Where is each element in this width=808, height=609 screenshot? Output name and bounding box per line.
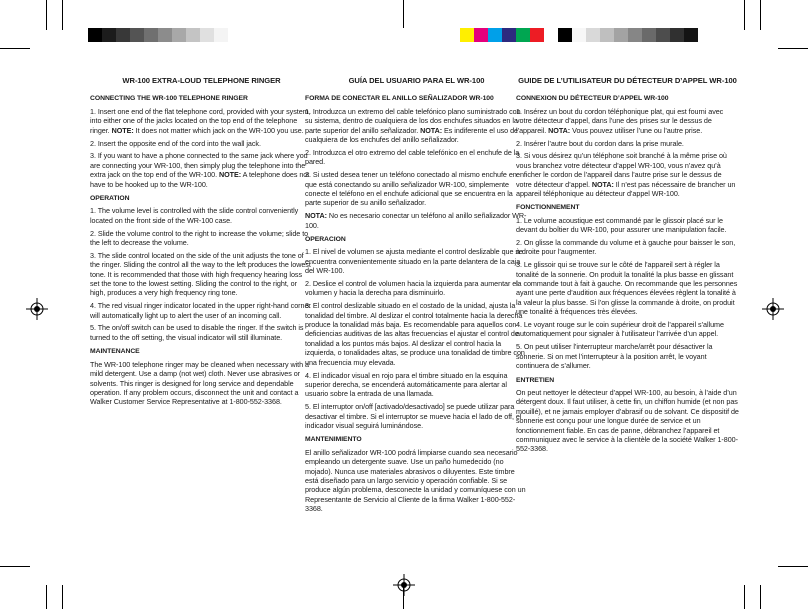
gray-calibration-strip	[88, 28, 228, 42]
crop-mark-top-right-v	[760, 0, 761, 30]
note-label: NOTA:	[420, 125, 443, 135]
color-swatch	[474, 28, 488, 42]
paragraph: NOTA: No es necesario conectar un teléfono al anillo señalizador WR-100.	[305, 211, 527, 230]
gray-swatch	[116, 28, 130, 42]
color-swatch	[544, 28, 558, 42]
section-heading: FONCTIONNEMENT	[516, 204, 580, 212]
note-label: NOTA:	[591, 179, 614, 189]
paragraph: On peut nettoyer le détecteur d’appel WR-100, au besoin, à l’aide d’un détergent doux. Il faut utiliser, à cette fin, un chiffon humide (et non pas mouillé), et ne jamais employer d’abrasif ou de solvant. Ce dispositif de sonnerie est conçu pour une longue durée de service et un fonctionnement fiable. En cas de panne, débranchez l’appareil et communiquez avec le service à la clientèle de la société Walker 1-800-552-3368.	[516, 388, 739, 454]
section-heading: MANTENIMIENTO	[305, 436, 362, 444]
paragraph: 2. On glisse la commande du volume et à gauche pour baisser le son, à droite pour l’augmenter.	[516, 238, 736, 257]
paragraph: 2. Insert the opposite end of the cord into the wall jack.	[90, 138, 261, 148]
section-heading: MAINTENANCE	[90, 348, 140, 356]
color-swatch	[516, 28, 530, 42]
crop-mark-bottom-right-h	[778, 566, 808, 567]
paragraph: 4. El indicador visual en rojo para el timbre situado en la esquina superior derecha, se encenderá automáticamente para alertar al usuario sobre la entrada de una llamada.	[305, 370, 508, 399]
crop-mark-bottom-right-v2	[744, 585, 745, 609]
color-swatch	[684, 28, 698, 42]
section-heading: FORMA DE CONECTAR EL ANILLO SEÑALIZADOR WR-100	[305, 95, 494, 103]
color-swatch	[628, 28, 642, 42]
paragraph: 1. El nivel de volumen se ajusta mediante el control deslizable que se encuentra convenientemente situado en la parte delantera de la caja del WR-100.	[305, 247, 523, 276]
crop-mark-top-center	[403, 0, 404, 28]
color-swatch	[488, 28, 502, 42]
paragraph: 1. Insérez un bout du cordon téléphonique plat, qui est fourni avec votre détecteur d’appel, dans l’une des prises sur le dessus de l’appareil. NOTA: Vous pouvez utiliser l’une ou l’autre prise.	[516, 106, 724, 135]
paragraph: 3. If you want to have a phone connected to the same jack where you are connecting your WR-100, then simply plug the telephone into the extra jack on the top end of the WR-100. NOTE: A telephone does not have to be hooked up to the WR-100.	[90, 151, 310, 189]
color-swatch	[572, 28, 586, 42]
crop-mark-bottom-left-v2	[62, 585, 63, 609]
color-swatch	[460, 28, 474, 42]
note-label: NOTA:	[548, 125, 571, 135]
english-column	[90, 76, 313, 410]
paragraph: 2. Introduzca el otro extremo del cable telefónico en el enchufe de la pared.	[305, 147, 520, 167]
gray-swatch	[214, 28, 228, 42]
paragraph: 5. El interruptor on/off [activado/desactivado] se puede utilizar para desactivar el timbre. Si el interruptor se mueve hacia el lado de off, el indicador visual seguirá luminándose.	[305, 402, 522, 430]
paragraph: 1. The volume level is controlled with the slide control conveniently located on the front side of the WR-100 case.	[90, 206, 299, 225]
note-label: NOTE:	[219, 170, 242, 180]
paragraph: 1. Le volume acoustique est commandé par le glissoir placé sur le devant du boîtier du WR-100, pour assurer une manipulation facile.	[516, 215, 727, 235]
note-label: NOTE:	[111, 125, 134, 135]
gray-swatch	[102, 28, 116, 42]
column-title: GUIDE DE L’UTILISATEUR DU DÉTECTEUR D’APPEL WR-100	[518, 76, 737, 85]
section-heading: OPERACION	[305, 235, 346, 243]
crop-mark-bottom-right-v	[760, 585, 761, 609]
registration-mark-left-icon	[26, 298, 48, 320]
column-title: WR-100 EXTRA-LOUD TELEPHONE RINGER	[122, 76, 281, 85]
crop-mark-top-left-v	[46, 0, 47, 30]
crop-mark-top-right-h	[778, 48, 808, 49]
paragraph: 4. Le voyant rouge sur le coin supérieur droit de l’appareil s’allume automatiquement pour signaler à l’utilisateur l’arrivée d’un appel.	[516, 320, 724, 339]
paragraph: 3. Si vous désirez qu’un téléphone soit branché à la même prise où vous branchez votre détecteur d’appel WR-100, vous n’avez qu’à enficher le cordon de l’appareil dans l’autre prise sur le dessus de votre détecteur d’appel. NOTA: Il n’est pas nécessaire de brancher un appareil téléphonique au détecteur d’appel WR-100.	[516, 151, 736, 198]
registration-mark-right-icon	[762, 298, 784, 320]
paragraph: The WR-100 telephone ringer may be cleaned when necessary with a mild detergent. Use a damp (not wet) cloth. Never use abrasives or solvents. This ringer is designed for long service and dependable operation. If any problem occurs, disconnect the unit and contact a Walker Customer Service Representative at 1-800-552-3368.	[90, 359, 309, 407]
color-swatch	[614, 28, 628, 42]
color-swatch	[670, 28, 684, 42]
crop-mark-top-right-v2	[744, 0, 745, 30]
color-calibration-strip	[460, 28, 698, 42]
gray-swatch	[158, 28, 172, 42]
paragraph: 5. The on/off switch can be used to disable the ringer. If the switch is turned to the off setting, the visual indicator will still illuminate.	[90, 323, 304, 342]
section-heading: OPERATION	[90, 194, 130, 202]
paragraph: 3. The slide control located on the side of the unit adjusts the tone of the ringer. Sliding the control all the way to the left produces the lowest tone. It is recommended that those with high frequency hearing loss set the tone to the lowest setting. Sliding the control to the right, or high, produces a very high frequency ring tone.	[90, 250, 311, 298]
color-swatch	[656, 28, 670, 42]
paragraph: 3. El control deslizable situado en el costado de la unidad, ajusta la tonalidad del timbre. Al deslizar el control totalmente hacia la derecha produce la tonalidad más baja. Es recomendable para aquellos con deficiencias auditivas de las altas frecuencias el ajustar el control de tonalidad a los puntos más bajos. Al deslizar el control hacia la izquierda, o tonalidades altas, se produce una tonalidad de timbre con una frecuencia muy elevada.	[305, 301, 525, 367]
crop-mark-bottom-left-h	[0, 566, 30, 567]
paragraph: El anillo señalizador WR-100 podrá limpiarse cuando sea necesario empleando un detergente suave. Use un paño humedecido (no mojado). Nunca use materiales abrasivos o diluyentes. Este timbre está diseñado para un largo servicio y operación confiable. Si se produce algún problema, desconecte la unidad y comuníquese con un Representante de Servicio al Cliente de la firma Walker 1-800-552-3368.	[305, 447, 526, 514]
color-swatch	[600, 28, 614, 42]
spanish-column	[305, 76, 528, 517]
paragraph: 2. Slide the volume control to the right to increase the volume; slide to the left to decrease the volume.	[90, 228, 309, 248]
crop-mark-top-left-h	[0, 48, 30, 49]
color-swatch	[530, 28, 544, 42]
gray-swatch	[186, 28, 200, 42]
gray-swatch	[144, 28, 158, 42]
gray-swatch	[130, 28, 144, 42]
color-swatch	[558, 28, 572, 42]
paragraph: 2. Deslice el control de volumen hacia la izquierda para aumentar el volumen y hacia la derecha para disminuirlo.	[305, 279, 518, 298]
gray-swatch	[88, 28, 102, 42]
color-swatch	[502, 28, 516, 42]
section-heading: CONNECTING THE WR-100 TELEPHONE RINGER	[90, 95, 248, 103]
section-heading: ENTRETIEN	[516, 376, 555, 384]
note-label: NOTA:	[305, 211, 327, 221]
paragraph: 3. Si usted desea tener un teléfono conectado al mismo enchufe en que está conectando su anillo señalizador WR-100, simplemente conecte el teléfono en el enchufe adicional que se encuentra en la parte superior de su anillo señalizador.	[305, 170, 517, 208]
french-column	[516, 76, 739, 457]
crop-mark-bottom-left-v	[46, 585, 47, 609]
registration-mark-bottom-icon	[393, 574, 415, 596]
paragraph: 1. Insert one end of the flat telephone cord, provided with your system, into either one of the jacks located on the top end of the telephone ringer. NOTE: It does not matter which jack on the WR-100 you use.	[90, 106, 311, 135]
color-swatch	[642, 28, 656, 42]
section-heading: CONNEXION DU DÉTECTEUR D’APPEL WR-100	[516, 95, 669, 103]
gray-swatch	[200, 28, 214, 42]
paragraph: 3. Le glissoir qui se trouve sur le côté de l’appareil sert à régler la tonalité de la sonnerie. On produit la tonalité la plus basse en glissant la commande tout à fait à gauche. On recommande que les personnes ayant une perte d’audition aux fréquences élevées règlent la tonalité à la valeur la plus basse. Si l’on glisse la commande à droite, on produit une tonalité à fréquences très élevées.	[516, 260, 738, 317]
column-title: GUÍA DEL USUARIO PARA EL WR-100	[348, 76, 485, 85]
gray-swatch	[172, 28, 186, 42]
color-swatch	[586, 28, 600, 42]
paragraph: 1. Introduzca un extremo del cable telefónico plano suministrado con su sistema, dentro de cualquiera de los dos enchufes situados en la parte superior del anillo señalizador. NOTA: Es indiferente el uso de cualquiera de los enchufes del anillo señalizador.	[305, 106, 521, 145]
crop-mark-top-left-v2	[62, 0, 63, 30]
paragraph: 2. Insérer l’autre bout du cordon dans la prise murale.	[516, 138, 684, 148]
paragraph: 5. On peut utiliser l’interrupteur marche/arrêt pour désactiver la sonnerie. Si on met l’interrupteur à la position arrêt, le voyant continuera de s’allumer.	[516, 342, 713, 371]
paragraph: 4. The red visual ringer indicator located in the upper right-hand corner will automatically light up to alert the user of an incoming call.	[90, 301, 311, 320]
